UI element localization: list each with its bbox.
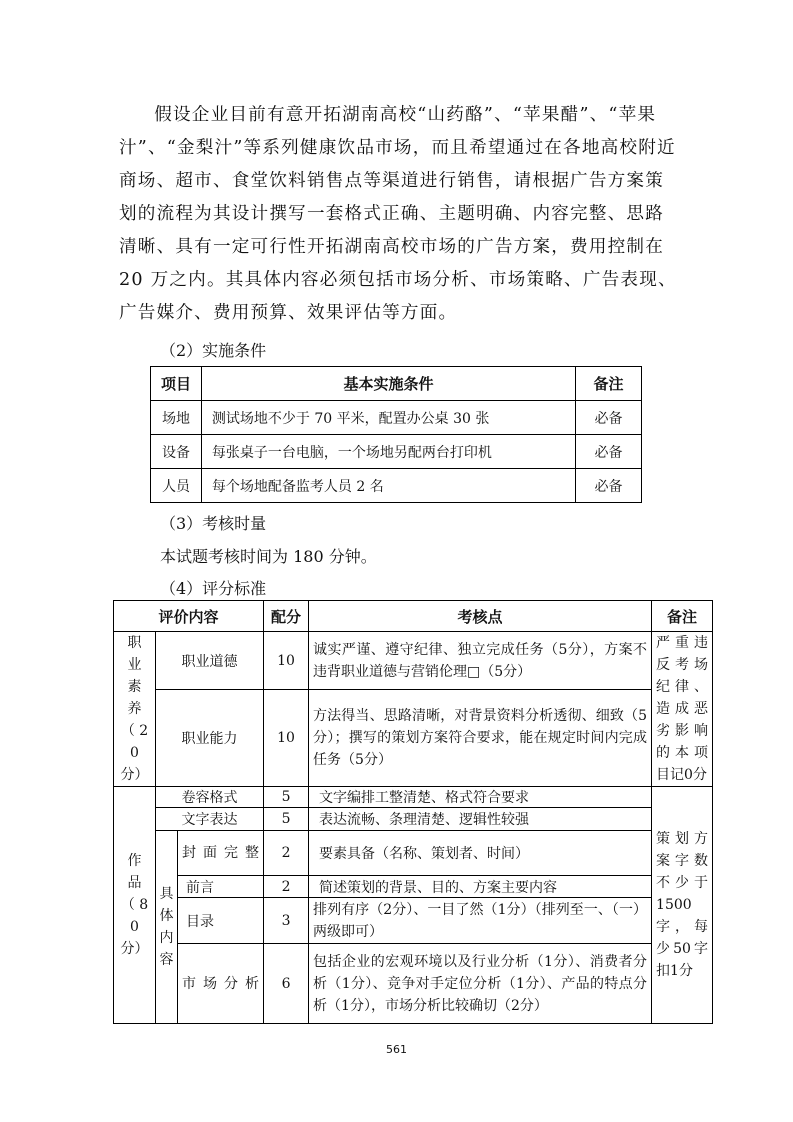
section-4-title: （4）评分标准 (160, 579, 267, 598)
item-expression: 文字表达 (156, 808, 264, 831)
cell-condition: 测试场地不少于 70 平米，配置办公桌 30 张 (201, 401, 575, 435)
table-row (114, 876, 713, 898)
score-preface: 2 (264, 876, 309, 898)
header-points: 考核点 (309, 601, 652, 632)
header-item: 项目 (151, 367, 202, 401)
item-ability: 职业能力 (156, 690, 264, 787)
point-expression: 表达流畅、条理清楚、逻辑性较强 (309, 808, 652, 831)
point-ability: 方法得当、思路清晰，对背景资料分析透彻、细致（5分）；撰写的策划方案符合要求，能在规定时间内完成任务（5分） (309, 690, 652, 787)
table-header-row (151, 367, 642, 401)
cell-note: 必备 (576, 401, 642, 435)
header-content: 评价内容 (114, 601, 264, 632)
score-format: 5 (264, 787, 309, 808)
cell-condition: 每个场地配备监考人员 2 名 (201, 469, 575, 503)
table-row (151, 401, 642, 435)
section-3-title: （3）考核时量 (160, 514, 267, 533)
item-ethics: 职业道德 (156, 632, 264, 690)
score-toc: 3 (264, 898, 309, 944)
score-expression: 5 (264, 808, 309, 831)
cell-note: 必备 (576, 435, 642, 469)
category-work: 作 品 （ 8 0 分） (114, 787, 156, 1024)
score-cover: 2 (264, 831, 309, 876)
item-market: 市场分析 (178, 944, 264, 1024)
table-row (114, 944, 713, 1024)
section-2-title: （2）实施条件 (160, 341, 267, 360)
header-conditions: 基本实施条件 (201, 367, 575, 401)
item-toc: 目录 (178, 898, 264, 944)
table-row (151, 435, 642, 469)
cell-item: 场地 (151, 401, 202, 435)
point-toc: 排列有序（2分）、一目了然（1分）（排列至一、（一）两级即可） (309, 898, 652, 944)
cell-item: 设备 (151, 435, 202, 469)
point-format: 文字编排工整清楚、格式符合要求 (309, 787, 652, 808)
section-3-text: 本试题考核时间为 180 分钟。 (160, 547, 377, 566)
table-row (114, 898, 713, 944)
table-row (151, 469, 642, 503)
category-professional: 职 业 素 养 （ 2 0 分） (114, 632, 156, 787)
note-work: 策划方案字数不少于1500字，每少50字扣1分 (652, 787, 713, 1024)
item-preface: 前言 (178, 876, 264, 898)
header-note: 备注 (652, 601, 713, 632)
table-row (114, 787, 713, 808)
header-note: 备注 (576, 367, 642, 401)
point-preface: 简述策划的背景、目的、方案主要内容 (309, 876, 652, 898)
table-row (114, 690, 713, 787)
note-professional: 严重违反考场纪律、造成恶劣影响的本项目记0分 (652, 632, 713, 787)
item-cover: 封面完整 (178, 831, 264, 876)
conditions-table (150, 366, 642, 503)
table-row (114, 632, 713, 690)
cell-note: 必备 (576, 469, 642, 503)
cell-item: 人员 (151, 469, 202, 503)
intro-paragraph: 假设企业目前有意开拓湖南高校“山药酪”、“苹果醋”、“苹果汁”、“金梨汁”等系列健康饮品市场，而且希望通过在各地高校附近商场、超市、食堂饮料销售点等渠道进行销售，请根据广告方案策划的流程为其设计撰写一套格式正确、主题明确、内容完整、思路清晰、具有一定可行性开拓湖南高校市场的广告方案，费用控制在20 万之内。其具体内容必须包括市场分析、市场策略、广告表现、广告媒介、费用预算、效果评估等方面。 (119, 105, 677, 323)
table-header-row (114, 601, 713, 632)
point-market: 包括企业的宏观环境以及行业分析（1分）、消费者分析（1分）、竞争对手定位分析（1分）、产品的特点分析（1分），市场分析比较确切（2分） (309, 944, 652, 1024)
point-cover: 要素具备（名称、策划者、时间） (309, 831, 652, 876)
subcategory-content: 具 体 内 容 (156, 831, 178, 1024)
cell-condition: 每张桌子一台电脑，一个场地另配两台打印机 (201, 435, 575, 469)
item-format: 卷容格式 (156, 787, 264, 808)
score-market: 6 (264, 944, 309, 1024)
point-ethics: 诚实严谨、遵守纪律、独立完成任务（5分），方案不违背职业道德与营销伦理□（5分） (309, 632, 652, 690)
score-ability: 10 (264, 690, 309, 787)
table-row (114, 831, 713, 876)
scoring-table (113, 600, 713, 1024)
table-row (114, 808, 713, 831)
score-ethics: 10 (264, 632, 309, 690)
header-score: 配分 (264, 601, 309, 632)
page-number: 561 (386, 1043, 407, 1056)
